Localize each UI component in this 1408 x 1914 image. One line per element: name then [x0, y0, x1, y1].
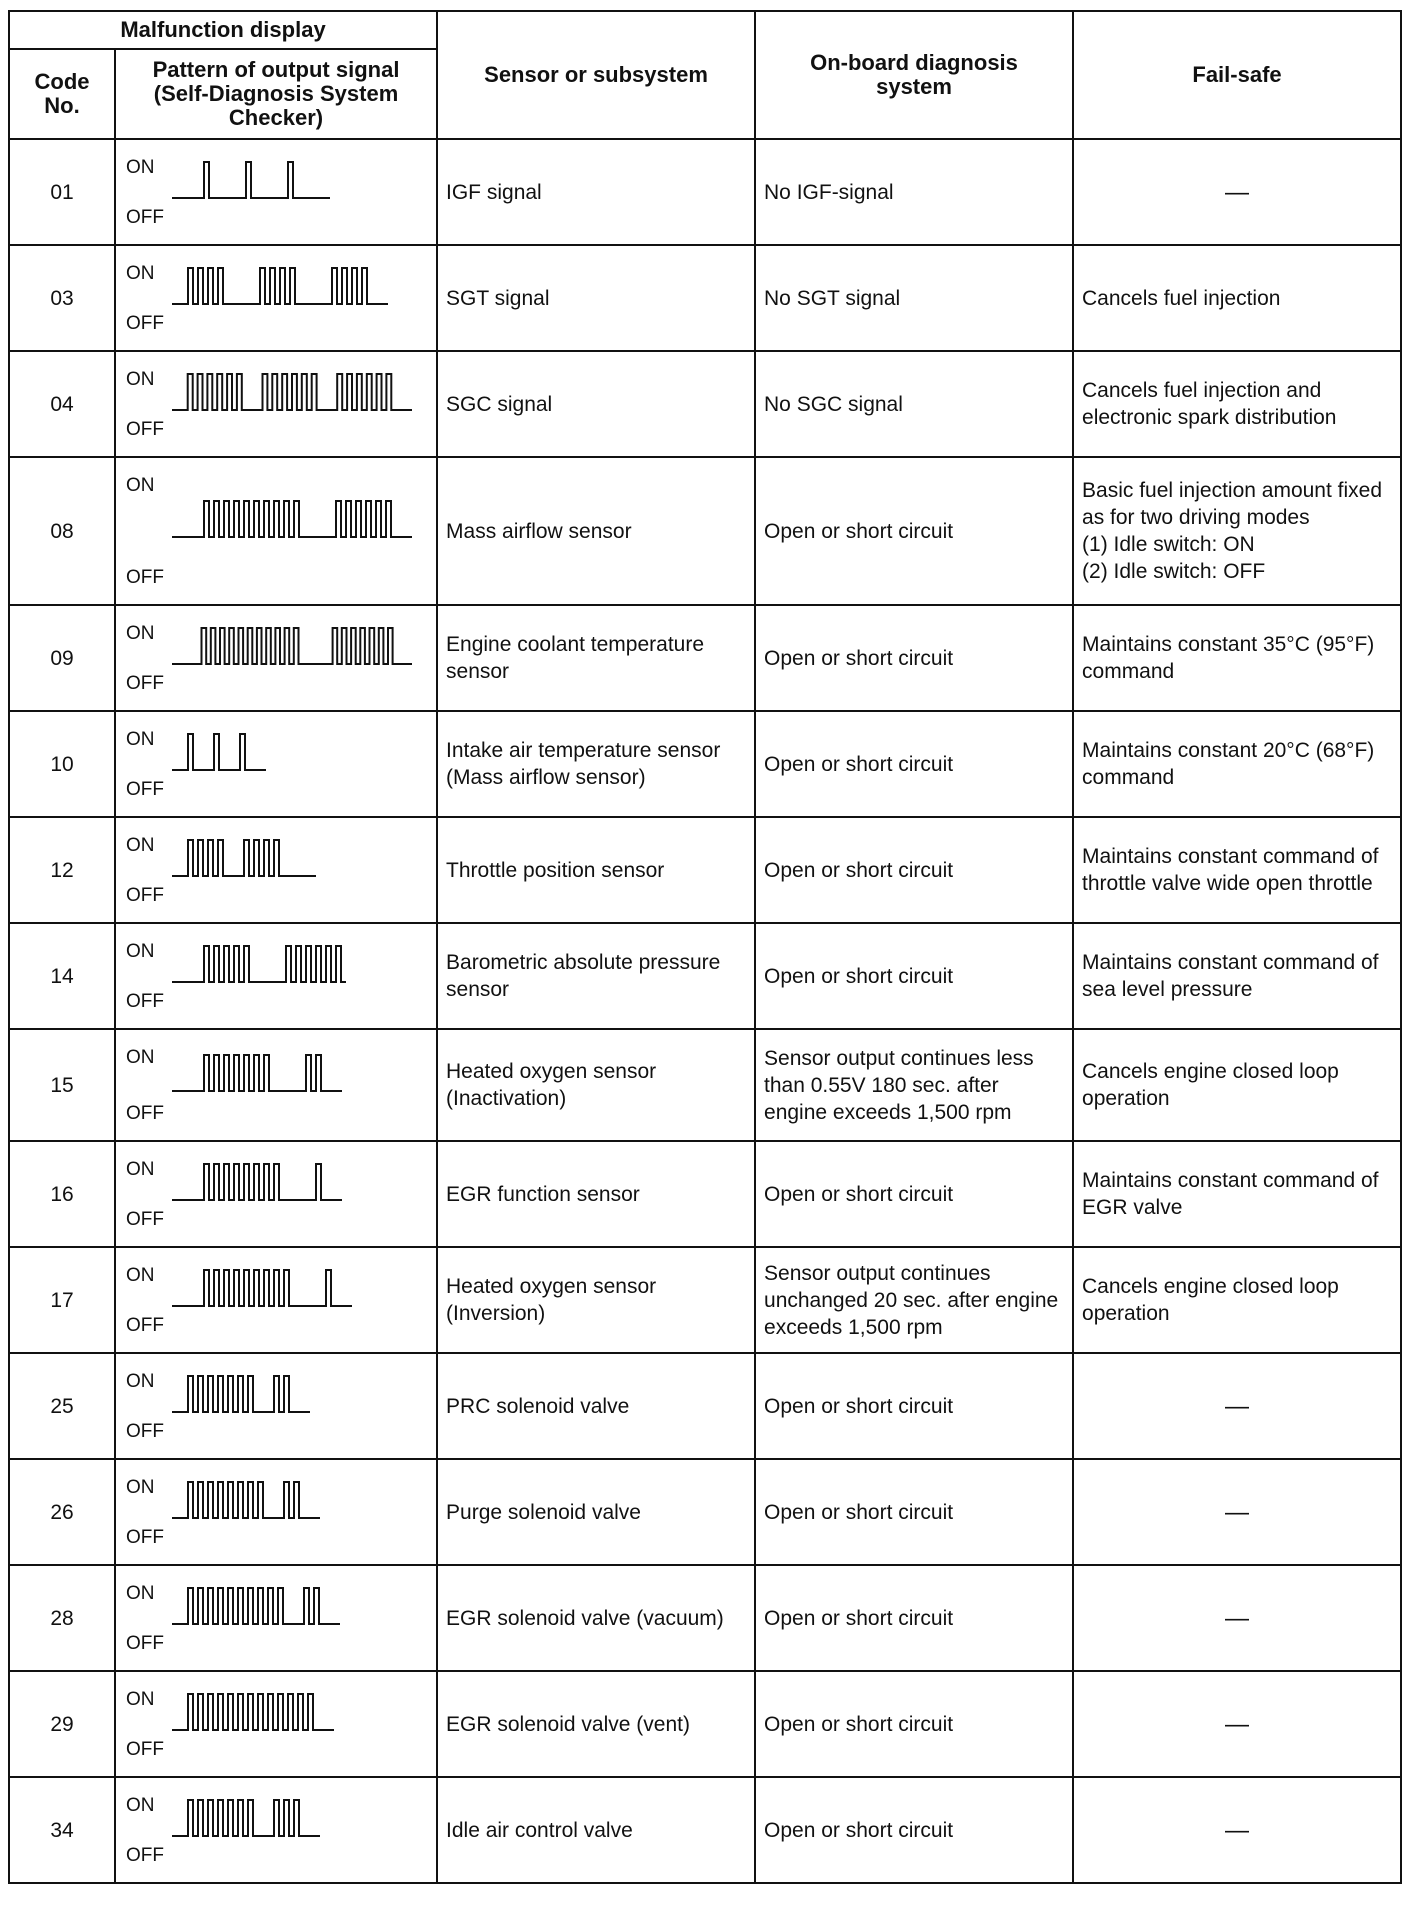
obd-cell: Sensor output continues less than 0.55V 180 sec. after engine exceeds 1,500 rpm	[755, 1029, 1073, 1141]
obd-cell: Open or short circuit	[755, 1459, 1073, 1565]
signal-waveform	[172, 1055, 342, 1091]
code-cell: 15	[9, 1029, 115, 1141]
off-label: OFF	[126, 673, 164, 694]
code-cell: 17	[9, 1247, 115, 1353]
signal-waveform	[172, 946, 346, 982]
off-label: OFF	[126, 1845, 164, 1866]
on-label: ON	[126, 1689, 155, 1710]
off-label: OFF	[126, 419, 164, 440]
sensor-cell: Mass airflow sensor	[437, 457, 755, 605]
signal-graph	[172, 1047, 422, 1131]
obd-cell: Open or short circuit	[755, 1671, 1073, 1777]
off-label: OFF	[126, 885, 164, 906]
table-row	[9, 245, 1401, 351]
on-label: ON	[126, 1047, 155, 1068]
table-row	[9, 923, 1401, 1029]
obd-cell: Sensor output continues unchanged 20 sec. after engine exceeds 1,500 rpm	[755, 1247, 1073, 1353]
signal-graph	[172, 1580, 422, 1658]
signal-pattern-cell	[115, 1777, 437, 1883]
failsafe-cell: —	[1073, 1777, 1401, 1883]
on-label: ON	[126, 835, 155, 856]
obd-cell: Open or short circuit	[755, 1777, 1073, 1883]
signal-pattern-cell	[115, 1565, 437, 1671]
failsafe-cell: Maintains constant 20°C (68°F) command	[1073, 711, 1401, 817]
malfunction-table-sheet	[8, 10, 1400, 1884]
signal-waveform	[172, 734, 266, 770]
off-label: OFF	[126, 1209, 164, 1230]
code-cell: 12	[9, 817, 115, 923]
obd-cell: Open or short circuit	[755, 1565, 1073, 1671]
on-label: ON	[126, 475, 155, 496]
table-body	[9, 139, 1401, 1883]
signal-pattern-cell	[115, 1353, 437, 1459]
on-label: ON	[126, 1477, 155, 1498]
signal-waveform	[172, 1376, 310, 1412]
on-label: ON	[126, 729, 155, 750]
code-cell: 34	[9, 1777, 115, 1883]
off-label: OFF	[126, 779, 164, 800]
signal-pattern-cell	[115, 1029, 437, 1141]
code-cell: 25	[9, 1353, 115, 1459]
off-label: OFF	[126, 1421, 164, 1442]
signal-graph	[172, 1262, 422, 1340]
table-row	[9, 1029, 1401, 1141]
table-row	[9, 351, 1401, 457]
failsafe-cell: Maintains constant command of throttle valve wide open throttle	[1073, 817, 1401, 923]
table-row	[9, 1353, 1401, 1459]
on-label: ON	[126, 1795, 155, 1816]
on-label: ON	[126, 1371, 155, 1392]
code-cell: 04	[9, 351, 115, 457]
header-code-no: Code No.	[9, 49, 115, 139]
signal-waveform	[172, 1164, 342, 1200]
off-label: OFF	[126, 1739, 164, 1760]
table-row	[9, 711, 1401, 817]
signal-graph	[172, 260, 422, 338]
sensor-cell: Idle air control valve	[437, 1777, 755, 1883]
signal-graph	[172, 1156, 422, 1234]
on-label: ON	[126, 263, 155, 284]
signal-pattern-cell	[115, 139, 437, 245]
malfunction-table	[8, 10, 1402, 1884]
signal-pattern-cell	[115, 245, 437, 351]
code-cell: 01	[9, 139, 115, 245]
header-pattern: Pattern of output signal (Self-Diagnosis System Checker)	[115, 49, 437, 139]
code-cell: 16	[9, 1141, 115, 1247]
failsafe-cell: —	[1073, 1353, 1401, 1459]
failsafe-cell: —	[1073, 1671, 1401, 1777]
signal-waveform	[172, 840, 316, 876]
signal-graph	[172, 726, 422, 804]
failsafe-cell: Maintains constant command of sea level pressure	[1073, 923, 1401, 1029]
table-row	[9, 1459, 1401, 1565]
signal-graph	[172, 832, 422, 910]
signal-pattern-cell	[115, 1141, 437, 1247]
obd-cell: Open or short circuit	[755, 1141, 1073, 1247]
signal-graph	[172, 620, 422, 698]
signal-pattern-cell	[115, 351, 437, 457]
off-label: OFF	[126, 1315, 164, 1336]
sensor-cell: IGF signal	[437, 139, 755, 245]
obd-cell: No SGC signal	[755, 351, 1073, 457]
failsafe-cell: Cancels fuel injection	[1073, 245, 1401, 351]
sensor-cell: EGR function sensor	[437, 1141, 755, 1247]
sensor-cell: Intake air temperature sensor (Mass airflow sensor)	[437, 711, 755, 817]
signal-waveform	[172, 1482, 320, 1518]
signal-waveform	[172, 268, 388, 304]
sensor-cell: Heated oxygen sensor (Inactivation)	[437, 1029, 755, 1141]
sensor-cell: Throttle position sensor	[437, 817, 755, 923]
signal-graph	[172, 366, 422, 444]
signal-waveform	[172, 162, 330, 198]
signal-waveform	[172, 1270, 352, 1306]
header-sensor: Sensor or subsystem	[437, 11, 755, 139]
off-label: OFF	[126, 1103, 164, 1124]
off-label: OFF	[126, 991, 164, 1012]
failsafe-cell: —	[1073, 1459, 1401, 1565]
signal-graph	[172, 1368, 422, 1446]
signal-pattern-cell	[115, 923, 437, 1029]
signal-graph	[172, 938, 422, 1016]
table-row	[9, 605, 1401, 711]
failsafe-cell: Cancels fuel injection and electronic spark distribution	[1073, 351, 1401, 457]
table-row	[9, 1777, 1401, 1883]
failsafe-cell: Maintains constant 35°C (95°F) command	[1073, 605, 1401, 711]
sensor-cell: Heated oxygen sensor (Inversion)	[437, 1247, 755, 1353]
signal-graph	[172, 1792, 422, 1870]
signal-pattern-cell	[115, 457, 437, 605]
obd-cell: No SGT signal	[755, 245, 1073, 351]
signal-graph	[172, 154, 422, 232]
signal-pattern-cell	[115, 711, 437, 817]
code-cell: 09	[9, 605, 115, 711]
signal-waveform	[172, 1588, 340, 1624]
obd-cell: Open or short circuit	[755, 1353, 1073, 1459]
signal-graph	[172, 1474, 422, 1552]
on-label: ON	[126, 157, 155, 178]
on-label: ON	[126, 369, 155, 390]
sensor-cell: PRC solenoid valve	[437, 1353, 755, 1459]
off-label: OFF	[126, 207, 164, 228]
table-row	[9, 817, 1401, 923]
header-obd: On-board diagnosis system	[755, 11, 1073, 139]
obd-cell: No IGF-signal	[755, 139, 1073, 245]
off-label: OFF	[126, 1633, 164, 1654]
obd-cell: Open or short circuit	[755, 605, 1073, 711]
code-cell: 28	[9, 1565, 115, 1671]
signal-graph	[172, 1686, 422, 1764]
signal-waveform	[172, 1800, 320, 1836]
obd-cell: Open or short circuit	[755, 817, 1073, 923]
obd-cell: Open or short circuit	[755, 711, 1073, 817]
off-label: OFF	[126, 313, 164, 334]
code-cell: 29	[9, 1671, 115, 1777]
code-cell: 10	[9, 711, 115, 817]
table-row	[9, 1671, 1401, 1777]
on-label: ON	[126, 1265, 155, 1286]
table-row	[9, 1247, 1401, 1353]
header-failsafe: Fail-safe	[1073, 11, 1401, 139]
sensor-cell: Barometric absolute pressure sensor	[437, 923, 755, 1029]
failsafe-cell: —	[1073, 139, 1401, 245]
signal-pattern-cell	[115, 1459, 437, 1565]
failsafe-cell: Basic fuel injection amount fixed as for two driving modes (1) Idle switch: ON (2) Idle switch: OFF	[1073, 457, 1401, 605]
signal-pattern-cell	[115, 1247, 437, 1353]
code-cell: 03	[9, 245, 115, 351]
sensor-cell: SGC signal	[437, 351, 755, 457]
table-row	[9, 139, 1401, 245]
failsafe-cell: Cancels engine closed loop operation	[1073, 1029, 1401, 1141]
sensor-cell: SGT signal	[437, 245, 755, 351]
failsafe-cell: Cancels engine closed loop operation	[1073, 1247, 1401, 1353]
table-row	[9, 1141, 1401, 1247]
signal-waveform	[172, 374, 412, 410]
on-label: ON	[126, 1159, 155, 1180]
on-label: ON	[126, 623, 155, 644]
signal-pattern-cell	[115, 605, 437, 711]
code-cell: 26	[9, 1459, 115, 1565]
code-cell: 08	[9, 457, 115, 605]
signal-pattern-cell	[115, 1671, 437, 1777]
sensor-cell: Purge solenoid valve	[437, 1459, 755, 1565]
off-label: OFF	[126, 567, 164, 588]
failsafe-cell: Maintains constant command of EGR valve	[1073, 1141, 1401, 1247]
obd-cell: Open or short circuit	[755, 457, 1073, 605]
signal-pattern-cell	[115, 817, 437, 923]
on-label: ON	[126, 941, 155, 962]
signal-waveform	[172, 501, 412, 537]
code-cell: 14	[9, 923, 115, 1029]
signal-waveform	[172, 628, 412, 664]
sensor-cell: EGR solenoid valve (vent)	[437, 1671, 755, 1777]
sensor-cell: EGR solenoid valve (vacuum)	[437, 1565, 755, 1671]
header-malfunction-display: Malfunction display	[9, 11, 437, 49]
on-label: ON	[126, 1583, 155, 1604]
table-row	[9, 1565, 1401, 1671]
obd-cell: Open or short circuit	[755, 923, 1073, 1029]
off-label: OFF	[126, 1527, 164, 1548]
sensor-cell: Engine coolant temperature sensor	[437, 605, 755, 711]
failsafe-cell: —	[1073, 1565, 1401, 1671]
signal-waveform	[172, 1694, 334, 1730]
table-row	[9, 457, 1401, 605]
signal-graph	[172, 493, 422, 613]
